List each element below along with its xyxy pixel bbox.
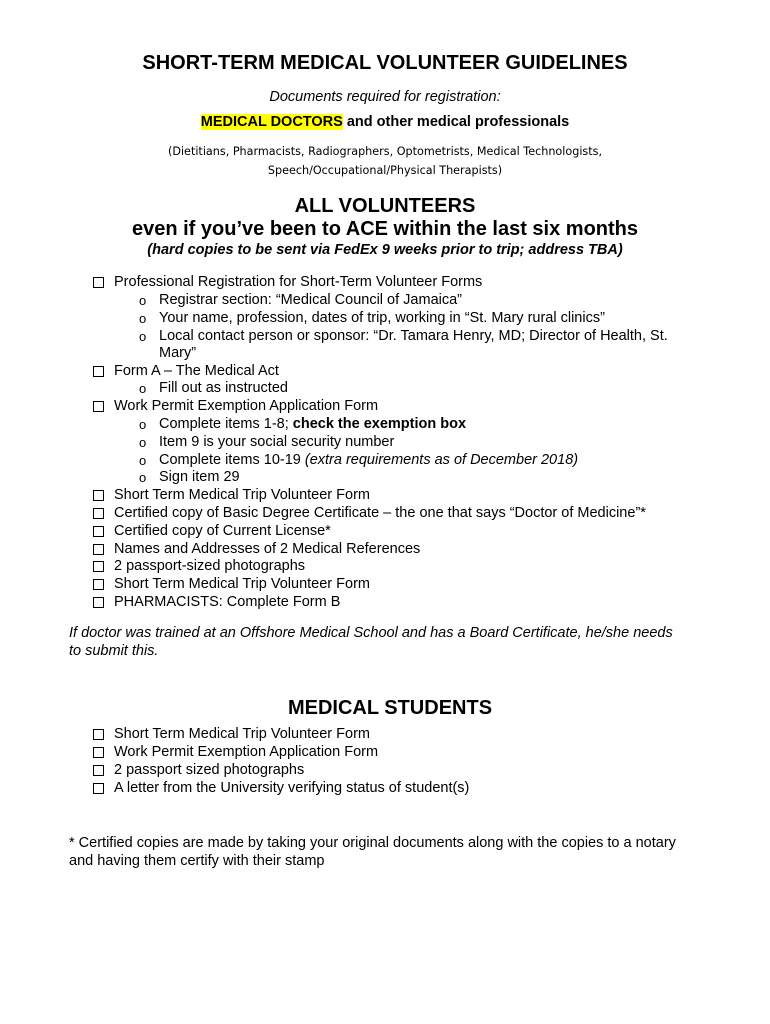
bullet-icon: o (139, 381, 147, 396)
sub-item-text: Sign item 29 (159, 469, 240, 485)
sub-item-text (159, 416, 466, 434)
checkbox[interactable] (93, 597, 104, 608)
bullet-icon: o (139, 417, 147, 432)
checklist-label: 2 passport-sized photographs (114, 558, 306, 574)
checkbox[interactable] (93, 579, 104, 590)
extra-requirements-note: (extra requirements as of December 2018) (304, 452, 579, 468)
checklist-label: Form A – The Medical Act (114, 363, 279, 379)
professions-list (0, 143, 770, 180)
bullet-icon: o (139, 435, 147, 450)
sub-item-text: Mary” (159, 345, 197, 361)
checkbox[interactable] (93, 729, 104, 740)
sub-item-text: Item 9 is your social security number (159, 434, 395, 450)
checklist-label: 2 passport sized photographs (114, 762, 305, 778)
checklist-label: Work Permit Exemption Application Form (114, 398, 379, 414)
checkbox[interactable] (93, 508, 104, 519)
checklist-label: Short Term Medical Trip Volunteer Form (114, 576, 370, 592)
checklist-label: Certified copy of Current License* (114, 523, 331, 539)
sub-item-text: Fill out as instructed (159, 380, 288, 396)
checkbox[interactable] (93, 747, 104, 758)
certified-copies-footnote (69, 834, 719, 870)
medical-students-heading: MEDICAL STUDENTS (287, 697, 493, 719)
all-volunteers-heading: ALL VOLUNTEERS (294, 195, 476, 217)
checklist-label: A letter from the University verifying status of student(s) (114, 780, 470, 796)
checkbox[interactable] (93, 277, 104, 288)
doctors-line-rest: and other medical professionals (342, 114, 570, 130)
hard-copies-note: (hard copies to be sent via FedEx 9 weeks prior to trip; address TBA) (147, 242, 623, 258)
doctors-line (0, 114, 770, 130)
checklist-label: Professional Registration for Short-Term Volunteer Forms (114, 274, 483, 290)
checkbox[interactable] (93, 526, 104, 537)
checklist-label: Work Permit Exemption Application Form (114, 744, 379, 760)
checklist-label: Names and Addresses of 2 Medical References (114, 541, 421, 557)
bullet-icon: o (139, 470, 147, 485)
sub-item-text: Registrar section: “Medical Council of Jamaica” (159, 292, 462, 308)
sub-item-pre: Complete items 1-8; (159, 416, 293, 432)
subtitle: Documents required for registration: (269, 89, 501, 105)
exemption-emphasis: check the exemption box (292, 416, 467, 432)
checklist-label: Certified copy of Basic Degree Certificate – the one that says “Doctor of Medicine”* (114, 505, 646, 521)
footnote-line-1: * Certified copies are made by taking your original documents along with the copies to a notary (69, 835, 676, 851)
all-volunteers-subheading: even if you’ve been to ACE within the last six months (131, 218, 638, 240)
checkbox[interactable] (93, 561, 104, 572)
offshore-note-line-2: to submit this. (69, 643, 159, 659)
sub-item-text: Your name, profession, dates of trip, working in “St. Mary rural clinics” (159, 310, 605, 326)
sub-item-text (159, 452, 578, 470)
professions-line-2: Speech/Occupational/Physical Therapists) (267, 163, 503, 177)
checklist-label: Short Term Medical Trip Volunteer Form (114, 487, 370, 503)
checkbox[interactable] (93, 544, 104, 555)
footnote-line-2: and having them certify with their stamp (69, 853, 325, 869)
highlighted-doctors: MEDICAL DOCTORS (200, 114, 343, 130)
checkbox[interactable] (93, 765, 104, 776)
sub-item-pre: Complete items 10-19 (159, 452, 305, 468)
bullet-icon: o (139, 329, 147, 344)
checkbox[interactable] (93, 401, 104, 412)
checklist-label: PHARMACISTS: Complete Form B (114, 594, 341, 610)
bullet-icon: o (139, 453, 147, 468)
checkbox[interactable] (93, 490, 104, 501)
bullet-icon: o (139, 293, 147, 308)
checklist-label: Short Term Medical Trip Volunteer Form (114, 726, 370, 742)
page-title: SHORT-TERM MEDICAL VOLUNTEER GUIDELINES (142, 52, 628, 74)
professions-line-1: (Dietitians, Pharmacists, Radiographers, Optometrists, Medical Technologists, (167, 145, 603, 158)
offshore-note-line-1: If doctor was trained at an Offshore Medical School and has a Board Certificate, he/she needs (69, 625, 673, 641)
checkbox[interactable] (93, 366, 104, 377)
offshore-note (69, 624, 709, 660)
checkbox[interactable] (93, 783, 104, 794)
bullet-icon: o (139, 311, 147, 326)
sub-item-text: Local contact person or sponsor: “Dr. Tamara Henry, MD; Director of Health, St. (159, 328, 668, 344)
